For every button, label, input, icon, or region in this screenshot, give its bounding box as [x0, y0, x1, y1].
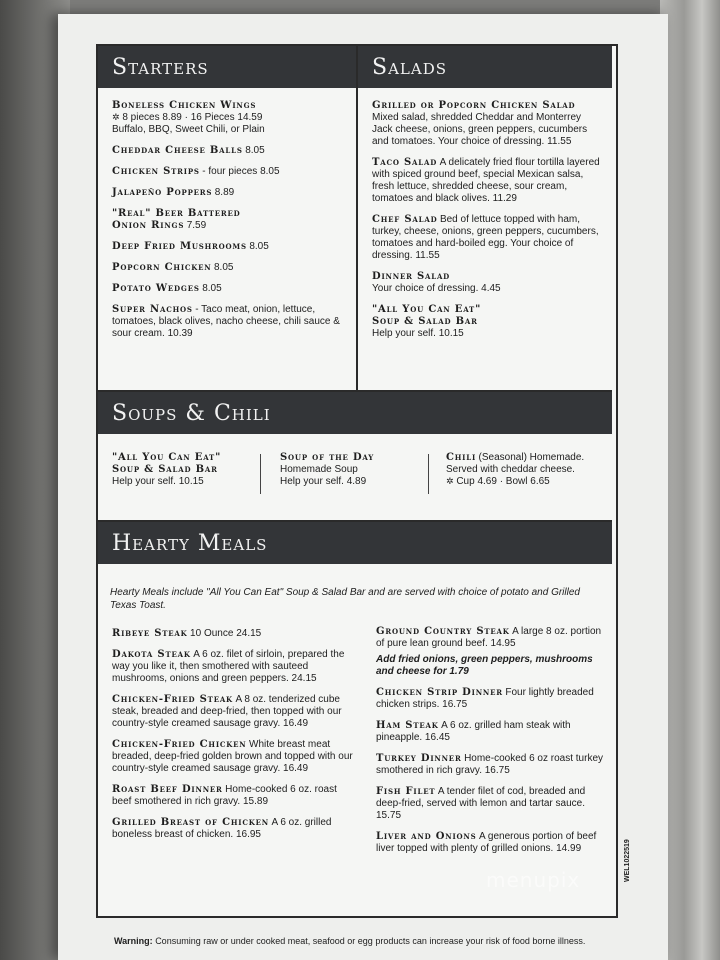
menu-item — [376, 786, 604, 822]
watermark: menupix — [486, 868, 581, 892]
item-desc: 8.89 — [214, 187, 235, 198]
item-name: Chicken-Fried Steak — [112, 694, 233, 705]
item-name: Fish Filet — [376, 786, 436, 797]
item-name: Turkey Dinner — [376, 753, 462, 764]
menu-item — [372, 100, 604, 148]
menu-item — [112, 262, 348, 274]
item-name: Deep Fried Mushrooms — [112, 241, 247, 252]
item-desc: A 6 oz. grilled ham steak with pineapple. 16.45 — [376, 720, 571, 743]
item-name: "All You Can Eat" Soup & Salad Bar — [112, 452, 222, 475]
warning-note — [114, 936, 674, 946]
item-desc: A 8 oz. tenderized cube steak, breaded and deep-fried, then topped with our country-style creamed sausage gravy. 16.49 — [112, 694, 342, 729]
menu-item — [112, 304, 348, 340]
item-desc: 7.59 — [186, 220, 207, 231]
item-desc2: Served with cheddar cheese. — [446, 464, 575, 475]
menu-item — [112, 100, 348, 136]
item-desc: A 6 oz. grilled boneless breast of chicken. 16.95 — [112, 817, 332, 840]
star-icon: ✲ — [112, 113, 120, 123]
menu-item — [372, 271, 604, 295]
menu-item — [372, 304, 512, 340]
item-desc: A tender filet of cod, breaded and deep-fried, served with lemon and tartar sauce. 15.75 — [376, 786, 586, 821]
item-name: Soup of the Day — [280, 452, 375, 463]
item-desc: 10 Ounce 24.15 — [190, 628, 262, 639]
item-name: Grilled Breast of Chicken — [112, 817, 269, 828]
item-desc: A delicately fried flour tortilla layered with spiced ground beef, special Mexican salsa, fresh lettuce, shredded cheese, sour cream, tomatoes and black olives. 11.29 — [372, 157, 600, 204]
soups-header — [98, 392, 612, 434]
add-on-note: Add fried onions, green peppers, mushrooms and cheese for 1.79 — [376, 654, 593, 677]
item-name: Ribeye Steak — [112, 628, 188, 639]
item-desc: Bed of lettuce topped with ham, turkey, cheese, onions, green peppers, cucumbers, tomatoes and hard-boiled egg. Your choice of dressing. 11.55 — [372, 214, 599, 261]
menu-item — [376, 831, 604, 855]
item-name: Chicken-Fried Chicken — [112, 739, 247, 750]
item-name: Cheddar Cheese Balls — [112, 145, 243, 156]
item-name: Roast Beef Dinner — [112, 784, 223, 795]
menu-item — [112, 817, 356, 841]
salads-list — [372, 100, 604, 349]
warning-text: Consuming raw or under cooked meat, seafood or egg products can increase your risk of food borne illness. — [155, 936, 586, 946]
menu-item — [112, 166, 348, 178]
starters-list — [112, 100, 348, 349]
background-right — [660, 0, 720, 960]
warning-label: Warning: — [114, 936, 153, 946]
starters-header — [98, 46, 356, 88]
item-desc: Mixed salad, shredded Cheddar and Monterrey Jack cheese, onions, green peppers, cucumbers and tomatoes. Your choice of dressing. 11.55 — [372, 112, 588, 147]
hearty-right-list — [376, 626, 604, 864]
item-name: Chicken Strip Dinner — [376, 687, 503, 698]
item-name: Chili — [446, 452, 477, 463]
item-name: Boneless Chicken Wings — [112, 100, 257, 111]
column-divider — [356, 46, 358, 390]
soup-item — [446, 452, 606, 488]
item-desc: A generous portion of beef liver topped with plenty of grilled onions. 14.99 — [376, 831, 597, 854]
hearty-title: Hearty Meals — [112, 530, 268, 556]
item-desc: White breast meat breaded, deep-fried golden brown and topped with our country-style creamed sausage gravy. 16.49 — [112, 739, 353, 774]
item-name: Taco Salad — [372, 157, 438, 168]
item-name: Grilled or Popcorn Chicken Salad — [372, 100, 576, 111]
soup-separator — [260, 454, 261, 494]
menu-item — [112, 283, 348, 295]
item-name: Liver and Onions — [376, 831, 477, 842]
menu-item — [372, 214, 604, 262]
menu-item — [376, 626, 604, 650]
item-desc: - four pieces 8.05 — [202, 166, 280, 177]
item-desc: 8 pieces 8.89 · 16 Pieces 14.59 — [122, 112, 263, 123]
menu-item — [112, 784, 356, 808]
item-desc: (Seasonal) Homemade. — [478, 452, 585, 463]
item-desc: Help your self. 10.15 — [112, 476, 204, 487]
item-name: "Real" Beer Battered Onion Rings — [112, 208, 241, 231]
soup-separator — [428, 454, 429, 494]
starters-title: Starters — [112, 54, 209, 80]
menu-item — [112, 649, 356, 685]
menu-item — [112, 145, 348, 157]
item-desc: Your choice of dressing. 4.45 — [372, 283, 501, 294]
item-name: Chicken Strips — [112, 166, 200, 177]
item-name: Dakota Steak — [112, 649, 191, 660]
menu-item — [112, 187, 348, 199]
menu-item — [112, 208, 272, 232]
menu-item — [112, 739, 356, 775]
hearty-left-list — [112, 628, 356, 850]
menu-item — [112, 241, 348, 253]
menu-item — [112, 628, 356, 640]
item-name: "All You Can Eat" Soup & Salad Bar — [372, 304, 482, 327]
item-desc: Help your self. 10.15 — [372, 328, 464, 339]
item-desc: 8.05 — [249, 241, 269, 252]
star-icon: ✲ — [446, 477, 454, 487]
item-desc: Home-cooked 6 oz. roast beef smothered in rich gravy. 15.89 — [112, 784, 337, 807]
item-desc: - Taco meat, onion, lettuce, tomatoes, black olives, nacho cheese, chili sauce & sour cream. 10.39 — [112, 304, 340, 339]
salads-title: Salads — [372, 54, 447, 80]
item-desc: 8.05 — [202, 283, 222, 294]
item-desc: 8.05 — [245, 145, 265, 156]
item-name: Super Nachos — [112, 304, 193, 315]
item-name: Ground Country Steak — [376, 626, 510, 637]
menu-item — [112, 694, 356, 730]
item-name: Dinner Salad — [372, 271, 451, 282]
side-code: WEL1022519 — [624, 839, 631, 882]
item-desc: 8.05 — [213, 262, 234, 273]
item-desc2: Buffalo, BBQ, Sweet Chili, or Plain — [112, 124, 265, 135]
item-desc: A 6 oz. filet of sirloin, prepared the way you like it, then smothered with sauteed mushrooms, onions and green peppers. 24.15 — [112, 649, 345, 684]
soup-item — [112, 452, 252, 488]
item-name: Potato Wedges — [112, 283, 200, 294]
soups-title: Soups & Chili — [112, 400, 271, 426]
item-name: Jalapeño Poppers — [112, 187, 213, 198]
item-name: Popcorn Chicken — [112, 262, 212, 273]
hearty-intro: Hearty Meals include "All You Can Eat" Soup & Salad Bar and are served with choice of potato and Grilled Texas Toast. — [110, 587, 580, 611]
salads-header — [358, 46, 612, 88]
menu-item — [372, 157, 604, 205]
item-desc2: Help your self. 4.89 — [280, 476, 367, 487]
item-name: Chef Salad — [372, 214, 438, 225]
menu-item — [376, 720, 604, 744]
hearty-header — [98, 522, 612, 564]
soup-item — [280, 452, 430, 488]
menu-item — [376, 687, 604, 711]
item-desc: A large 8 oz. portion of pure lean ground beef. 14.95 — [376, 626, 602, 649]
item-desc3: Cup 4.69 · Bowl 6.65 — [456, 476, 550, 487]
menu-item — [376, 753, 604, 777]
item-desc: Home-cooked 6 oz roast turkey smothered in rich gravy. 16.75 — [376, 753, 604, 776]
item-name: Ham Steak — [376, 720, 439, 731]
item-desc: Homemade Soup — [280, 464, 358, 475]
item-desc: Four lightly breaded chicken strips. 16.75 — [376, 687, 594, 710]
